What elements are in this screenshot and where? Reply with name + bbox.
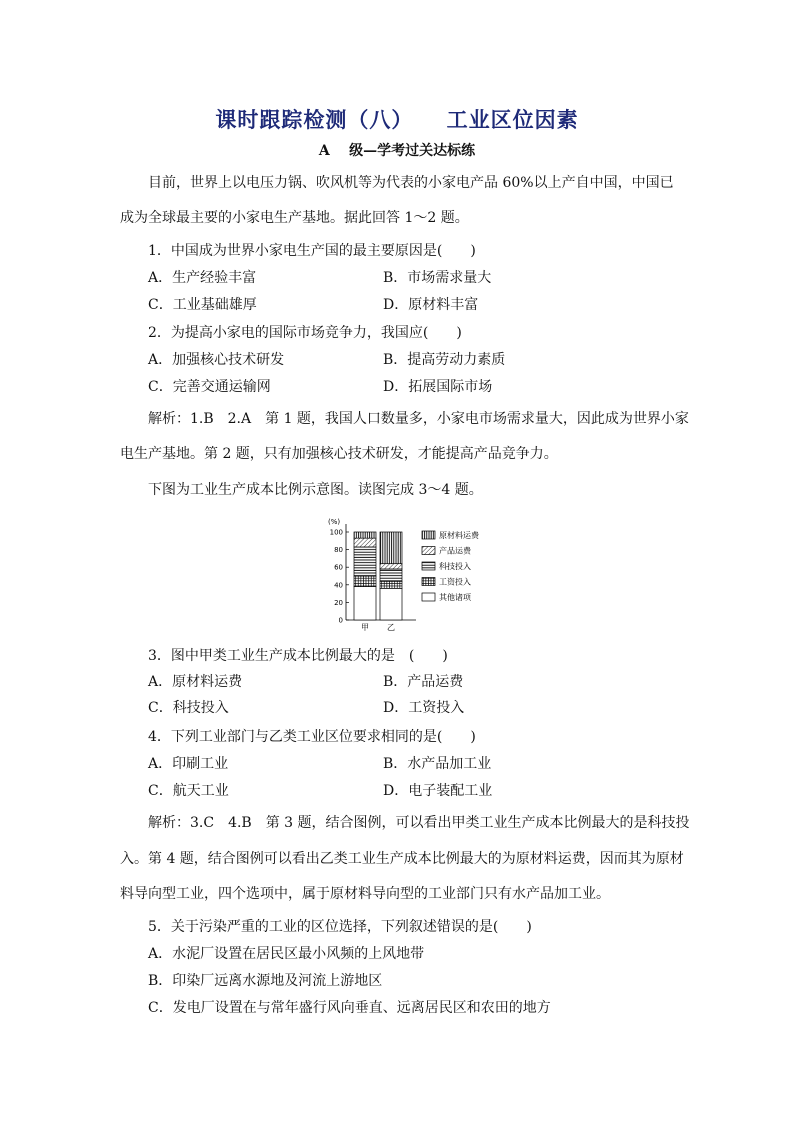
analysis-line: 电生产基地。第 2 题，只有加强核心技术研发，才能提高产品竞争力。 <box>120 446 558 462</box>
intro-paragraph-line: 成为全球最主要的小家电生产基地。据此回答 1～2 题。 <box>120 210 469 226</box>
question-2-stem: 2．为提高小家电的国际市场竞争力，我国应( ) <box>148 325 462 341</box>
analysis-line: 入。第 4 题，结合图例可以看出乙类工业生产成本比例最大的为原材料运费，因而其为原材 <box>120 851 684 867</box>
y-tick-label: 0 <box>338 616 343 625</box>
question-5-option-c: C．发电厂设置在与常年盛行风向垂直、远离居民区和农田的地方 <box>148 1000 551 1016</box>
question-1-option-c: C．工业基础雄厚 <box>148 297 257 313</box>
y-axis-label: (%) <box>328 518 341 526</box>
question-5-stem: 5．关于污染严重的工业的区位选择，下列叙述错误的是( ) <box>148 919 532 935</box>
category-label: 甲 <box>361 623 369 632</box>
question-4-option-c: C．航天工业 <box>148 783 229 799</box>
category-label: 乙 <box>387 623 395 632</box>
legend-swatch <box>422 547 435 555</box>
legend-label: 科技投入 <box>439 562 471 571</box>
bar-segment <box>380 564 402 569</box>
question-3-stem: 3．图中甲类工业生产成本比例最大的是 ( ) <box>148 648 448 664</box>
page-title: 课时跟踪检测（八） 工业区位因素 <box>215 107 579 132</box>
analysis-line: 解析：3.C 4.B 第 3 题，结合图例，可以看出甲类工业生产成本比例最大的是科技投 <box>148 815 690 831</box>
analysis-line: 解析：1.B 2.A 第 1 题，我国人口数量多，小家电市场需求量大，因此成为世界小家 <box>148 411 689 427</box>
legend-swatch <box>422 578 435 586</box>
question-1-option-a: A．生产经验丰富 <box>148 270 257 286</box>
question-3-option-b: B．产品运费 <box>383 674 464 690</box>
bar-segment <box>354 576 376 587</box>
question-2-option-b: B．提高劳动力素质 <box>383 352 506 368</box>
chart-intro: 下图为工业生产成本比例示意图。读图完成 3～4 题。 <box>148 482 483 498</box>
legend-swatch <box>422 531 435 539</box>
y-tick-label: 100 <box>329 528 343 537</box>
question-4-option-d: D．电子装配工业 <box>383 783 493 799</box>
question-2-option-a: A．加强核心技术研发 <box>148 352 285 368</box>
y-tick-label: 40 <box>334 581 343 590</box>
legend-swatch <box>422 562 435 570</box>
question-4-option-b: B．水产品加工业 <box>383 756 492 772</box>
question-1-option-b: B．市场需求量大 <box>383 270 492 286</box>
question-2-option-d: D．拓展国际市场 <box>383 379 493 395</box>
question-2-option-c: C．完善交通运输网 <box>148 379 271 395</box>
question-5-option-b: B．印染厂远离水源地及河流上游地区 <box>148 973 383 989</box>
bar-segment <box>380 569 402 581</box>
section-subtitle: A 级—学考过关达标练 <box>318 143 476 159</box>
question-4-stem: 4．下列工业部门与乙类工业区位要求相同的是( ) <box>148 729 476 745</box>
bar-segment <box>354 547 376 576</box>
question-3-option-a: A．原材料运费 <box>148 674 243 690</box>
bar-segment <box>354 587 376 620</box>
question-4-option-a: A．印刷工业 <box>148 756 229 772</box>
legend-label: 其他诸项 <box>439 593 471 602</box>
intro-paragraph-line: 目前，世界上以电压力锅、吹风机等为代表的小家电产品 60%以上产自中国，中国已 <box>148 175 674 191</box>
bar-segment <box>354 532 376 538</box>
bar-segment <box>380 588 402 620</box>
analysis-line: 料导向型工业，四个选项中，属于原材料导向型的工业部门只有水产品加工业。 <box>120 886 610 902</box>
question-1-option-d: D．原材料丰富 <box>383 297 479 313</box>
y-tick-label: 20 <box>334 598 343 607</box>
bar-segment <box>380 532 402 564</box>
legend-label: 工资投入 <box>439 577 471 587</box>
cost-ratio-chart <box>318 512 518 640</box>
legend-swatch <box>422 593 435 601</box>
bar-segment <box>380 581 402 588</box>
question-3-option-c: C．科技投入 <box>148 700 229 716</box>
y-tick-label: 80 <box>334 546 343 555</box>
y-tick-label: 60 <box>334 563 343 572</box>
legend-label: 原材料运费 <box>439 531 479 540</box>
bar-segment <box>354 538 376 547</box>
question-1-stem: 1．中国成为世界小家电生产国的最主要原因是( ) <box>148 243 476 259</box>
question-3-option-d: D．工资投入 <box>383 700 465 716</box>
legend-label: 产品运费 <box>439 546 471 556</box>
question-5-option-a: A．水泥厂设置在居民区最小风频的上风地带 <box>148 946 425 962</box>
